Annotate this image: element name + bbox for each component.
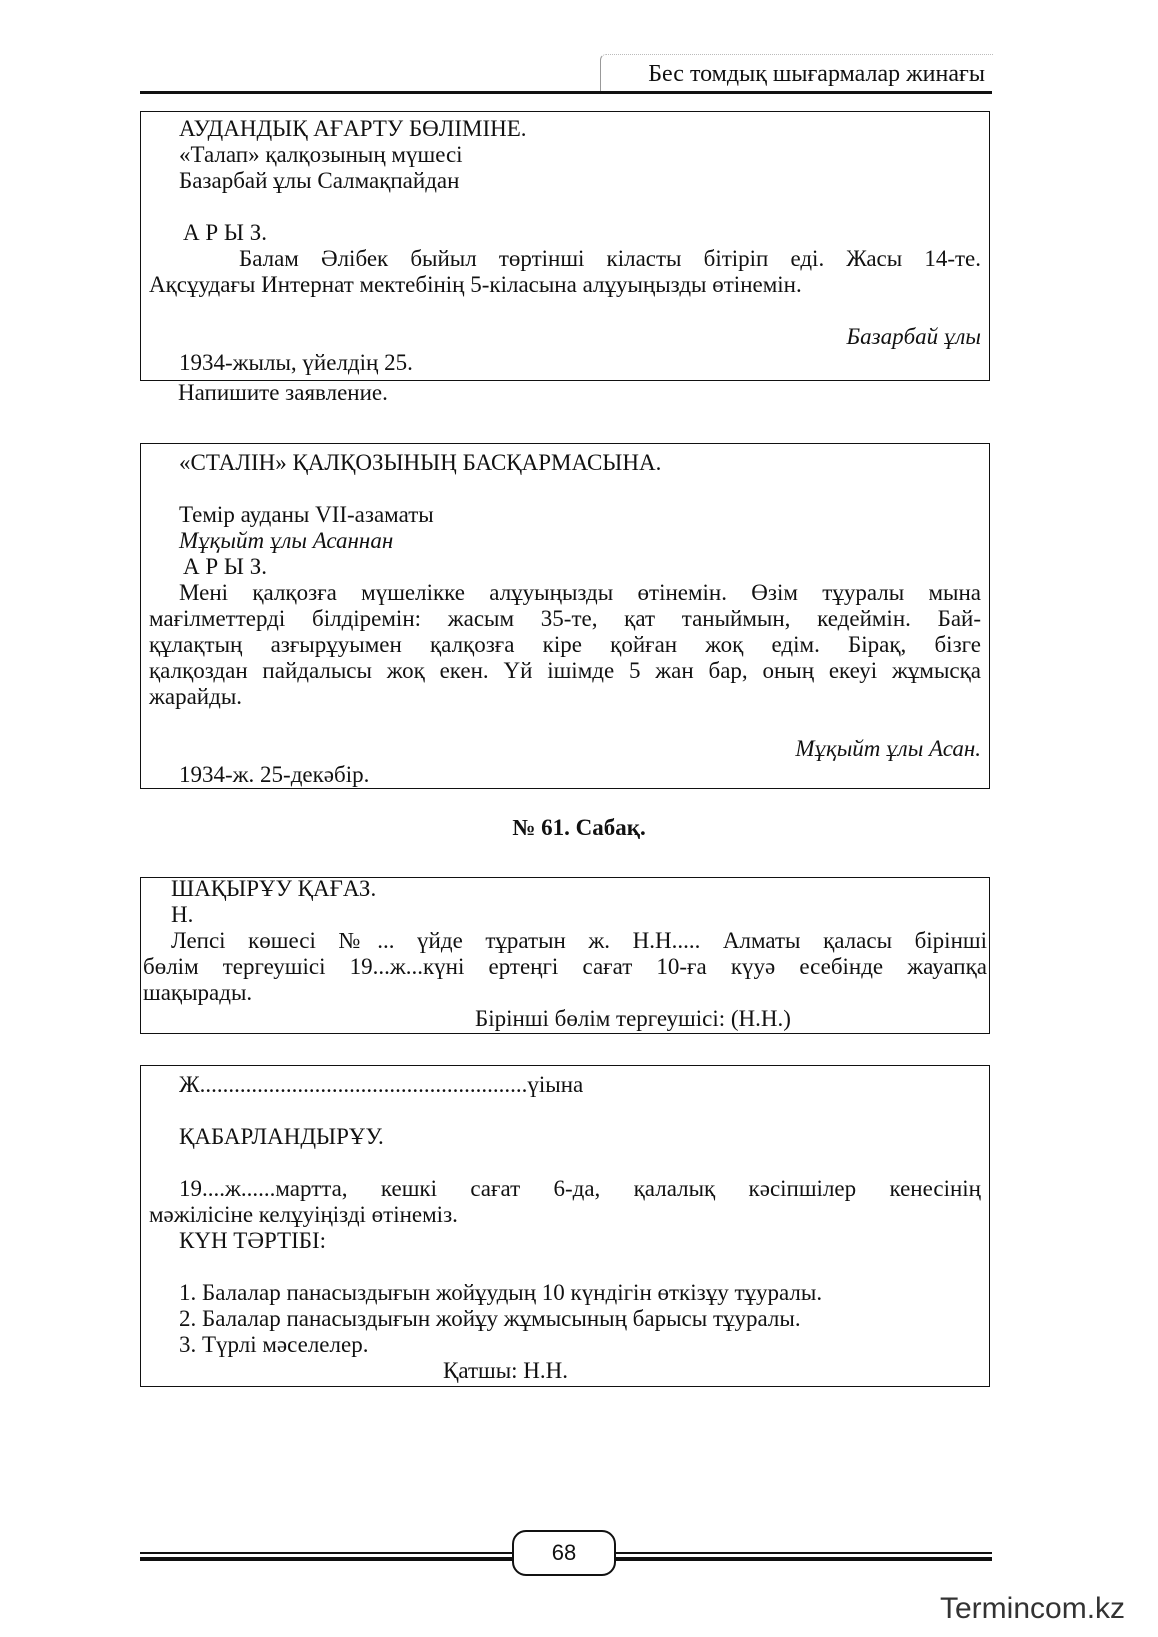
body-line-1: Лепсі көшесі №... үйде тұратын ж. Н.Н..... Алматы қаласы бірінші xyxy=(171,928,987,953)
agenda-item: 3. Түрлі мәселелер. xyxy=(179,1332,369,1357)
header-rule xyxy=(140,91,992,94)
agenda-item: 1. Балалар панасыздығын жойұудың 10 күндігін өткізұу тұуралы. xyxy=(179,1280,823,1305)
body-line-4: қалқоздан пайдалысы жоқ екен. Үй ішімде 5 жан бар, оның екеуі жұмысқа xyxy=(149,658,981,683)
summons-box xyxy=(140,877,990,1034)
sender-name: Базарбай ұлы Салмақпайдан xyxy=(179,168,460,193)
document-heading: А Р Ы З. xyxy=(183,220,267,245)
running-header xyxy=(600,54,993,91)
application-box-2 xyxy=(140,443,990,789)
signature: Базарбай ұлы xyxy=(846,324,981,349)
body-line-1: Балам Әлібек быйыл төртінші кіласты бітіріп еді. Жасы 14-те. xyxy=(239,246,981,271)
signature: Бірінші бөлім тергеушісі: (Н.Н.) xyxy=(475,1006,791,1031)
application-box-1 xyxy=(140,111,990,381)
body-line-1: Мені қалқозға мүшелікке алұуыңызды өтінемін. Өзім тұуралы мына xyxy=(179,580,981,605)
sender-org: «Талап» қалқозының мүшесі xyxy=(179,142,463,167)
agenda-title: КҮН ТӘРТІБІ: xyxy=(179,1228,327,1253)
addressee: «СТАЛІН» ҚАЛҚОЗЫНЫҢ БАСҚАРМАСЫНА. xyxy=(179,450,662,475)
body-line-2: бөлім тергеушісі 19...ж...күні ертеңгі сағат 10-ға күуә есебінде жауапқа xyxy=(143,954,987,979)
agenda-item: 2. Балалар панасыздығын жойұу жұмысының барысы тұуралы. xyxy=(179,1306,801,1331)
lesson-title: № 61. Сабақ. xyxy=(512,815,646,840)
sender-org: Темір ауданы VII-азаматы xyxy=(179,502,434,527)
body-line-2: мағілметтерді білдіремін: жасым 35-те, қат таныймын, кедеймін. Бай- xyxy=(149,606,981,631)
footer-rule-left xyxy=(140,1552,512,1554)
footer-rule-right-thick xyxy=(616,1557,992,1561)
instruction: Напишите заявление. xyxy=(178,380,388,405)
footer-rule-right xyxy=(616,1552,992,1554)
page-number xyxy=(512,1530,616,1576)
body-line-5: жарайды. xyxy=(149,684,243,709)
signature: Мұқыйт ұлы Асан. xyxy=(795,736,981,761)
body-line-3: шақырады. xyxy=(143,980,253,1005)
addressee: Ж.........................................................үіына xyxy=(179,1072,584,1097)
addressee-initials: Н. xyxy=(171,902,194,927)
body-line-2: мәжілісіне келұуіңізді өтінеміз. xyxy=(149,1202,458,1227)
signature: Қатшы: Н.Н. xyxy=(443,1358,569,1383)
date: 1934-ж. 25-декәбір. xyxy=(179,762,370,787)
document-heading: ҚАБАРЛАНДЫРҰУ. xyxy=(179,1124,384,1149)
body-line-1: 19....ж......мартта, кешкі сағат 6-да, қалалық кәсіпшілер кенесінің xyxy=(179,1176,981,1201)
addressee: АУДАНДЫҚ АҒАРТУ БӨЛІМІНЕ. xyxy=(179,116,527,141)
sender-name: Мұқыйт ұлы Асаннан xyxy=(179,528,394,553)
running-header-title: Бес томдық шығармалар жинағы xyxy=(648,61,985,87)
watermark-text: Termincom.kz xyxy=(940,1592,1126,1625)
page-number-text: 68 xyxy=(551,1540,577,1565)
document-heading: ШАҚЫРҰУ ҚАҒАЗ. xyxy=(171,876,377,901)
watermark-logo xyxy=(940,1592,1150,1632)
document-heading: А Р Ы З. xyxy=(183,554,267,579)
body-line-2: Ақсұудағы Интернат мектебінің 5-кіласына алұуыңызды өтінемін. xyxy=(149,272,802,297)
date: 1934-жылы, үйелдің 25. xyxy=(179,350,413,375)
body-line-3: құлақтың азғырұуымен қалқозға кіре қойған жоқ едім. Бірақ, бізге xyxy=(149,632,981,657)
announcement-box xyxy=(140,1065,990,1387)
footer-rule-left-thick xyxy=(140,1557,512,1561)
